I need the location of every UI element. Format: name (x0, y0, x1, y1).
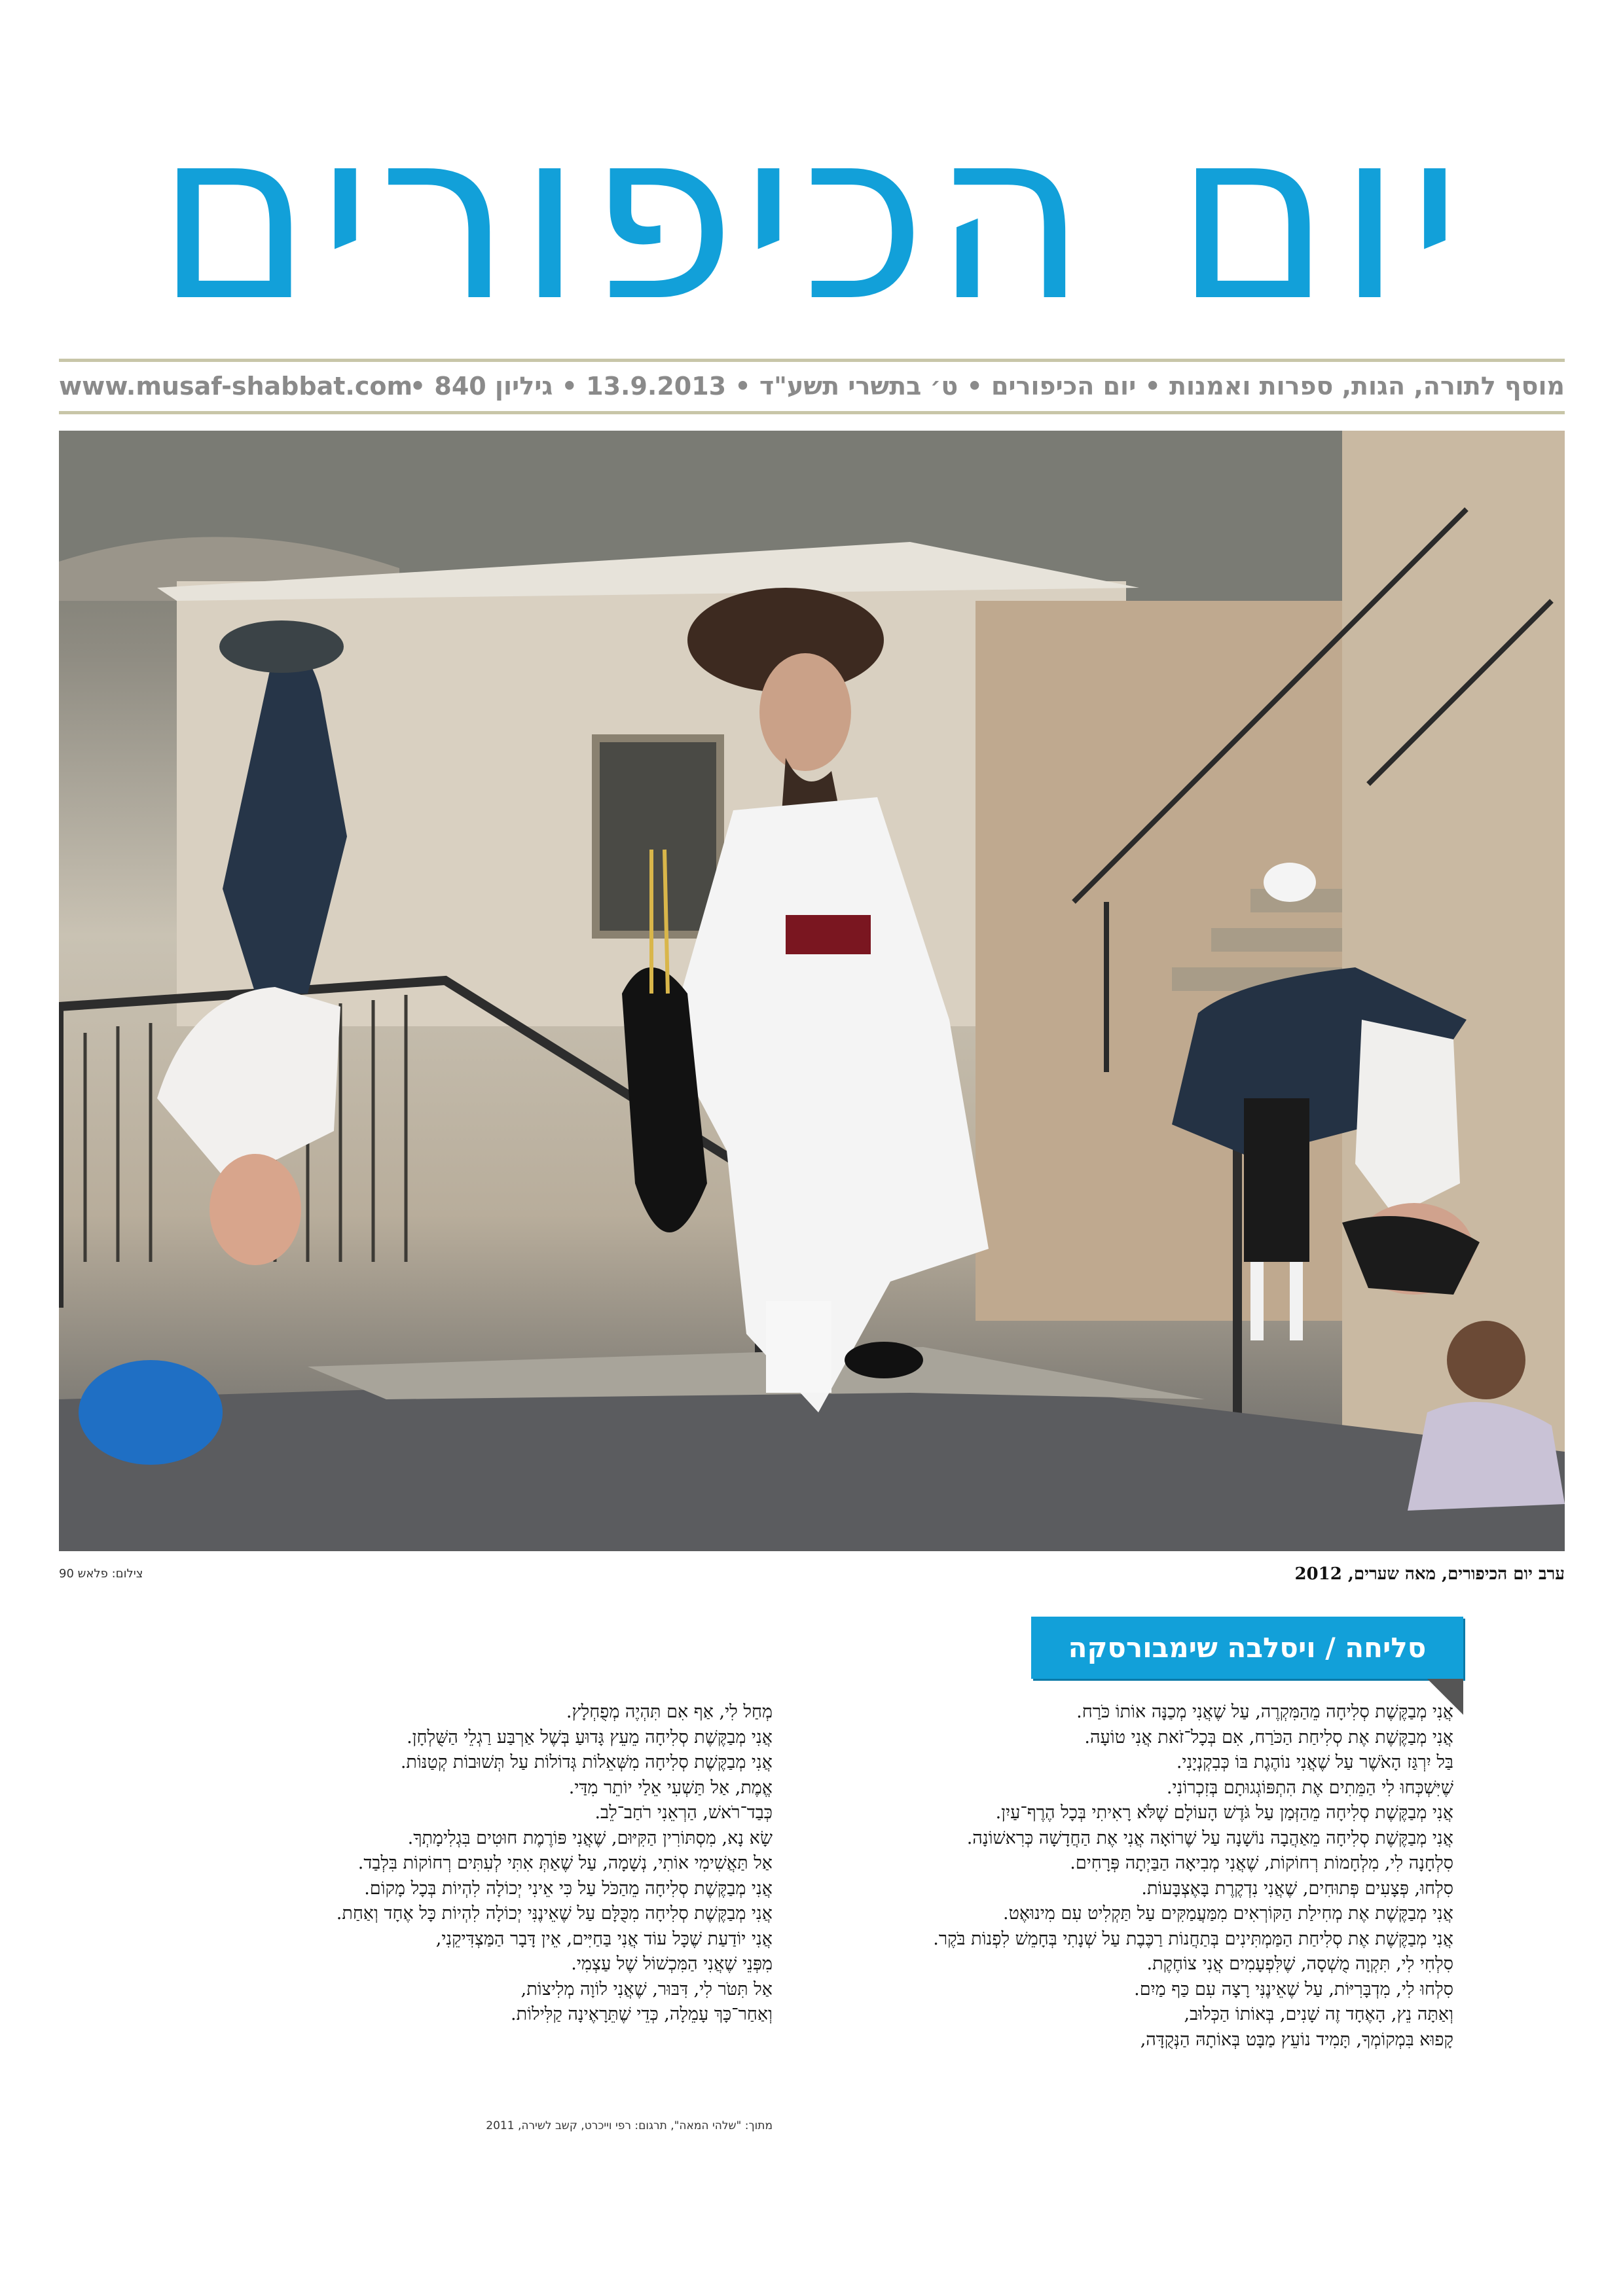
poem-line: שָׂא נָא, מִסְתּוֹרִין הַקִּיּוּם, שֶׁאֲנִי פּוֹרֶמֶת חוּטִים בִּגְלִימָתְךָ. (407, 1827, 773, 1848)
poem-line: מְחַל לִי, אַף אִם תִּהְיֶה מְפֻחְלָץ. (566, 1702, 773, 1722)
poem-heading: סליחה / ויסלבה שימבורסקה (1031, 1617, 1463, 1679)
poem-left-column (196, 1700, 773, 2028)
poem-line: סִלְחָנָה לִי, מִלְחָמוֹת רְחוֹקוֹת, שֶׁאֲנִי מְבִיאָה הַבַּיְתָה פְּרָחִים. (1070, 1853, 1453, 1873)
photo-caption: ערב יום הכיפורים, מאה שערים, 2012 (1294, 1564, 1565, 1584)
poem-line: כְּבַד־רֹאשׁ, הַרְאֵנִי רֹחַב־לֵב. (594, 1803, 773, 1823)
masthead-title: יום הכיפורים (156, 79, 1468, 353)
strapline (59, 363, 1565, 409)
poem-line: אֲנִי מְבַקֶּשֶׁת סְלִיחָה מֵאַהֲבָה נוֹשָׁנָה עַל שֶׁרוֹאָה אֲנִי אֶת הַחֲדָשָׁה כְּרִאשׁוֹנָה. (966, 1827, 1453, 1848)
poem-line: מִפְּנֵי שֶׁאֲנִי הַמִּכְשׁוֹל שֶׁל עַצְמִי. (571, 1954, 773, 1974)
poem-line: סִלְחוּ לִי, מִדְבָּרִיּוֹת, עַל שֶׁאֵינֶנִּי רָצָה עִם כַּף מַיִם. (1134, 1979, 1453, 2000)
poem-line: אֲנִי מְבַקֶּשֶׁת סְלִיחָה מֵהַכֹּל עַל כִּי אֵינִי יְכוֹלָה לִהְיוֹת בְּכָל מָקוֹם. (364, 1878, 773, 1899)
poem-line: אֲנִי יוֹדַעַת שֶׁכָּל עוֹד אֲנִי בַּחַיִּים, אֵין דָּבָר הַמַּצְדִּיקֵנִי, (435, 1928, 773, 1949)
poem-line: אֲנִי מְבַקֶּשֶׁת סְלִיחָה מֵהַזְּמַן עַל גֹּדֶשׁ הָעוֹלָם שֶׁלֹּא רָאִיתִי בְּכָל הֶרֶף־עַיִן. (995, 1803, 1453, 1823)
poem-line: סִלְחוּ, פְּצָעִים פְּתוּחִים, שֶׁאֲנִי נִדְקֶרֶת בָּאֶצְבָּעוֹת. (1141, 1878, 1453, 1899)
poem-line: אֲנִי מְבַקֶּשֶׁת סְלִיחָה מֵעֵץ גָּדוּעַ בְּשֶׁל אַרְבַּע רַגְלֵי הַשֻּׁלְחָן. (407, 1727, 773, 1748)
masthead-bottom-rule (59, 411, 1565, 414)
poem-line: קָפוּא בִּמְקוֹמְךָ, תָּמִיד נוֹעֵץ מַבָּט בְּאוֹתָהּ הַנְּקֻדָּה, (1140, 2029, 1453, 2050)
photo-credit: צילום: פלאש 90 (59, 1567, 143, 1581)
poem-line: אַל תִּטֹּר לִי, דִּבּוּר, שֶׁאֲנִי לוֹוָה מְלִיצוֹת, (520, 1979, 773, 2000)
poem-line: וְאַחַר־כָּךְ עָמֵלָה, כְּדֵי שֶׁתֵּרָאֶינָה קַלִּילוֹת. (511, 2004, 773, 2024)
poem-line: בַּל יִרְגַּז הָאֹשֶׁר עַל שֶׁאֲנִי נוֹהֶגֶת בּוֹ כְּבִקְנְיָנִי. (1176, 1752, 1453, 1772)
poem-line: אֲנִי מְבַקֶּשֶׁת אֶת סְלִיחַת הַכֹּרַח, אִם בְּכָל־זֹאת אֲנִי טוֹעָה. (1084, 1727, 1453, 1748)
strapline-text: מוסף לתורה, הגות, ספרות ואמנות • יום הכיפורים • ט׳ בתשרי תשע"ד • 13.9.2013 • גיליון 840 • (409, 372, 1565, 401)
poem-right-column (795, 1700, 1453, 2053)
poem-line: אַל תַּאֲשִׁימִי אוֹתִי, נְשָׁמָה, עַל שֶׁאַתְּ אִתִּי לְעִתִּים רְחוֹקוֹת בִּלְבַד. (357, 1853, 773, 1873)
masthead-top-rule (59, 359, 1565, 362)
poem-line: שֶׁיִּשְׁכְּחוּ לִי הַמֵּתִים אֶת הִתְפּוֹגְגוּתָם בְּזִכְרוֹנִי. (1166, 1777, 1453, 1798)
poem-line: אֲנִי מְבַקֶּשֶׁת אֶת סְלִיחַת הַמַּמְתִּינִים בְּתַחֲנוֹת רַכֶּבֶת עַל שְׁנָתִי בְּחָמֵשׁ לִפְנוֹת בֹּקֶר. (933, 1928, 1453, 1949)
poem-line: סִלְחִי לִי, תִּקְוָה מֻשְׁסָה, שֶׁלִּפְעָמִים אֲנִי צוֹחֶקֶת. (1146, 1954, 1453, 1974)
poem-line: אֲנִי מְבַקֶּשֶׁת סְלִיחָה מֵהַמִּקְרֶה, עַל שֶׁאֲנִי מְכַנָּה אוֹתוֹ כֹּרַח. (1076, 1702, 1453, 1722)
cover-photo (59, 431, 1565, 1551)
website-link[interactable]: www.musaf-shabbat.com (59, 372, 413, 401)
poem-line: אֲנִי מְבַקֶּשֶׁת אֶת מְחִילַת הַקּוֹרְאִים מִמַּעֲמַקִּים עַל תַּקְלִיט עִם מִינוּאֶט. (1003, 1903, 1453, 1924)
poem-source: מתוך: "שלהי המאה", תרגום: רפי וייכרט, קשב לשירה, 2011 (486, 2119, 773, 2132)
cover-photo-illustration (59, 431, 1565, 1551)
poem-line: אֲנִי מְבַקֶּשֶׁת סְלִיחָה מִכֻּלָּם עַל שֶׁאֵינֶנִּי יְכוֹלָה לִהְיוֹת כָּל אֶחָד וְאַחַת. (336, 1903, 773, 1924)
poem-line: וְאַתָּה נֵץ, הָאֶחָד זֶה שָׁנִים, בְּאוֹתוֹ הַכְּלוּב, (1184, 2004, 1453, 2024)
poem-line: אֲנִי מְבַקֶּשֶׁת סְלִיחָה מִשְּׁאֵלוֹת גְּדוֹלוֹת עַל תְּשׁוּבוֹת קְטַנּוֹת. (400, 1752, 773, 1772)
poem-line: אֱמֶת, אַל תַּשְׁעִי אֵלַי יוֹתֵר מִדַּי. (568, 1777, 773, 1798)
